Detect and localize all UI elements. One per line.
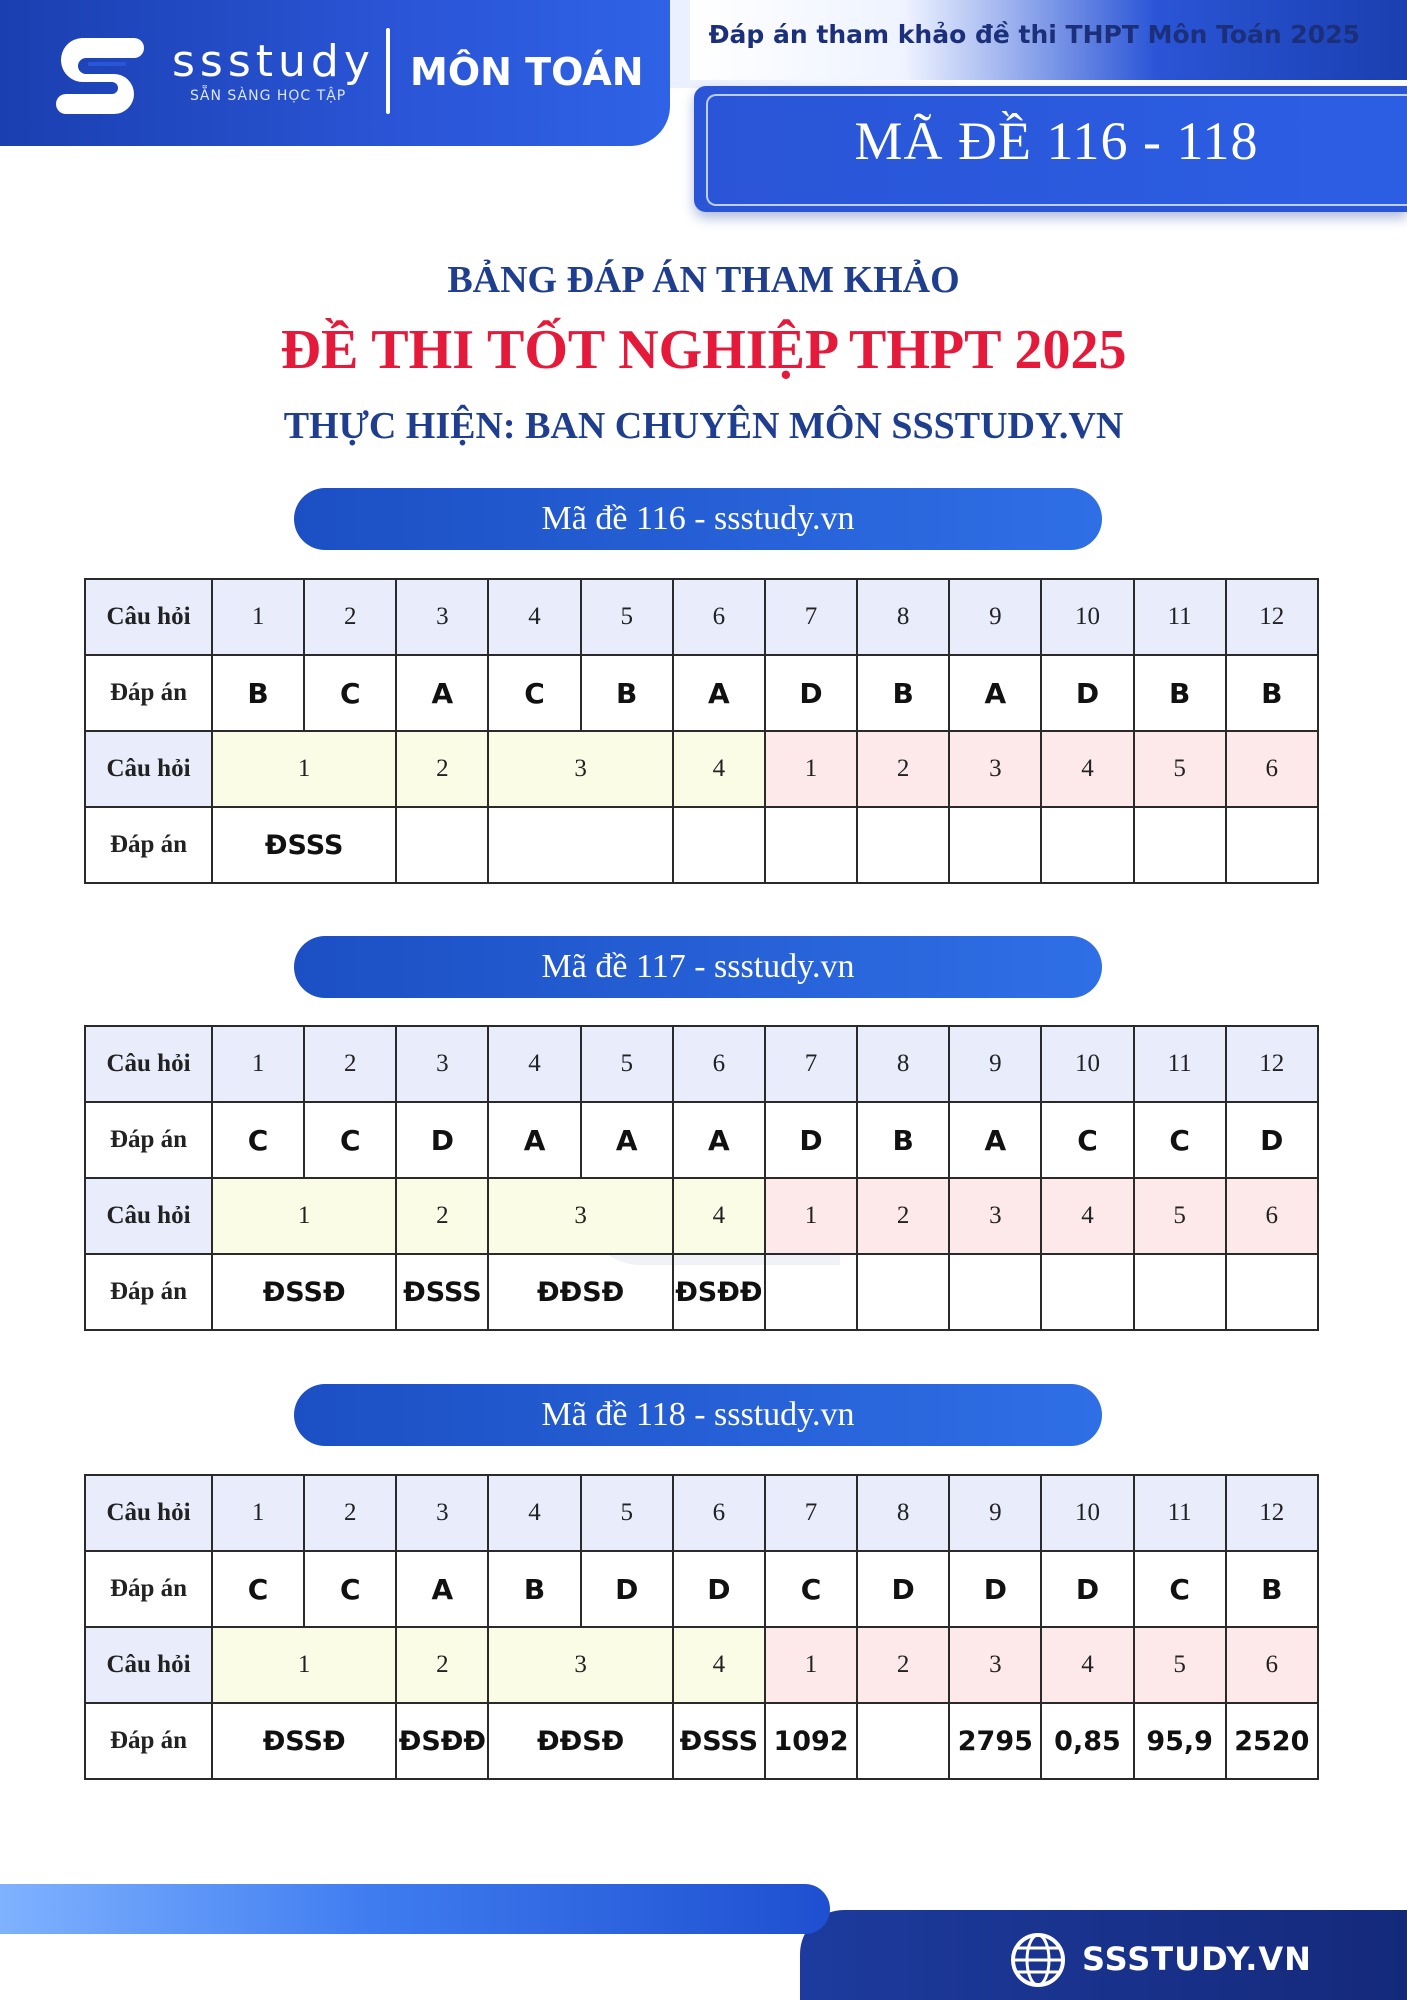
answer-cell: A xyxy=(949,1102,1041,1178)
answer-cell: C xyxy=(304,1551,396,1627)
brand-name: ssstudy xyxy=(172,36,375,87)
question-number: 3 xyxy=(396,579,488,655)
part3-question-number: 3 xyxy=(949,731,1041,807)
question-number: 8 xyxy=(857,1026,949,1102)
part2-answer-cell: ĐĐSĐ xyxy=(488,1254,672,1330)
question-number: 12 xyxy=(1226,1026,1318,1102)
part2-answer-cell: ĐSSS xyxy=(673,1703,765,1779)
part3-answer-cell: 1092 xyxy=(765,1703,857,1779)
answer-cell: B xyxy=(857,655,949,731)
part3-answer-cell xyxy=(1134,1254,1226,1330)
question-number: 5 xyxy=(581,1475,673,1551)
question-number: 8 xyxy=(857,579,949,655)
answer-cell: B xyxy=(1134,655,1226,731)
answer-cell: D xyxy=(949,1551,1041,1627)
answer-cell: C xyxy=(304,1102,396,1178)
question-number: 12 xyxy=(1226,579,1318,655)
question-number: 9 xyxy=(949,1026,1041,1102)
part3-answer-cell xyxy=(857,1254,949,1330)
question-label: Câu hỏi xyxy=(85,1178,212,1254)
answer-cell: D xyxy=(673,1551,765,1627)
answer-cell: A xyxy=(581,1102,673,1178)
question-number: 1 xyxy=(212,1026,304,1102)
question-number: 6 xyxy=(673,1026,765,1102)
part2-answer-cell: ĐSĐĐ xyxy=(396,1703,488,1779)
part3-question-number: 1 xyxy=(765,1178,857,1254)
part2-question-number: 1 xyxy=(212,1178,396,1254)
answer-cell: D xyxy=(1041,1551,1133,1627)
part3-answer-cell xyxy=(1041,1254,1133,1330)
question-number: 10 xyxy=(1041,579,1133,655)
answer-cell: B xyxy=(581,655,673,731)
answer-cell: B xyxy=(488,1551,580,1627)
answer-table xyxy=(84,1474,1319,1780)
footer-site: SSSTUDY.VN xyxy=(1082,1940,1312,1978)
question-number: 7 xyxy=(765,1026,857,1102)
part2-question-number: 3 xyxy=(488,1178,672,1254)
answer-label: Đáp án xyxy=(85,1102,212,1178)
part2-answer-cell: ĐSSĐ xyxy=(212,1254,396,1330)
question-number: 5 xyxy=(581,579,673,655)
part3-question-number: 2 xyxy=(857,1627,949,1703)
part3-question-number: 4 xyxy=(1041,731,1133,807)
answer-cell: D xyxy=(1226,1102,1318,1178)
part3-question-number: 5 xyxy=(1134,1627,1226,1703)
question-number: 4 xyxy=(488,1026,580,1102)
answer-cell: B xyxy=(1226,1551,1318,1627)
answer-table xyxy=(84,578,1319,884)
title-line-3: THỰC HIỆN: BAN CHUYÊN MÔN SSSTUDY.VN xyxy=(283,405,1124,447)
part3-question-number: 3 xyxy=(949,1178,1041,1254)
part3-answer-cell xyxy=(765,807,857,883)
part2-question-number: 2 xyxy=(396,1178,488,1254)
answer-cell: C xyxy=(212,1551,304,1627)
question-number: 11 xyxy=(1134,1026,1226,1102)
part2-answer-cell: ĐSSĐ xyxy=(212,1703,396,1779)
part3-answer-cell xyxy=(949,807,1041,883)
part2-answer-cell: ĐSSS xyxy=(212,807,396,883)
part3-question-number: 4 xyxy=(1041,1178,1133,1254)
question-row xyxy=(85,1026,1318,1102)
part3-question-number: 4 xyxy=(1041,1627,1133,1703)
question-number: 10 xyxy=(1041,1475,1133,1551)
answer-cell: A xyxy=(396,655,488,731)
part3-answer-cell: 2795 xyxy=(949,1703,1041,1779)
question-number: 2 xyxy=(304,1475,396,1551)
title-line-1: BẢNG ĐÁP ÁN THAM KHẢO xyxy=(447,259,960,301)
answer-cell: D xyxy=(581,1551,673,1627)
question-row xyxy=(85,1627,1318,1703)
answer-table xyxy=(84,1025,1319,1331)
answer-cell: A xyxy=(949,655,1041,731)
part3-question-number: 2 xyxy=(857,1178,949,1254)
brand-tagline: SẴN SÀNG HỌC TẬP xyxy=(190,88,347,104)
question-number: 10 xyxy=(1041,1026,1133,1102)
question-number: 6 xyxy=(673,1475,765,1551)
part3-question-number: 2 xyxy=(857,731,949,807)
part2-question-number: 4 xyxy=(673,1178,765,1254)
answer-row xyxy=(85,1551,1318,1627)
question-number: 3 xyxy=(396,1475,488,1551)
answer-cell: D xyxy=(765,1102,857,1178)
question-number: 4 xyxy=(488,1475,580,1551)
question-row xyxy=(85,731,1318,807)
question-number: 11 xyxy=(1134,579,1226,655)
part3-answer-cell: 95,9 xyxy=(1134,1703,1226,1779)
question-number: 5 xyxy=(581,1026,673,1102)
part2-answer-cell: ĐSSS xyxy=(396,1254,488,1330)
part3-answer-cell xyxy=(857,807,949,883)
answer-cell: C xyxy=(488,655,580,731)
part2-answer-cell: ĐĐSĐ xyxy=(488,1703,672,1779)
answer-cell: D xyxy=(396,1102,488,1178)
answer-cell: A xyxy=(396,1551,488,1627)
exam-code-text: MÃ ĐỀ 116 - 118 xyxy=(854,111,1259,171)
answer-cell: D xyxy=(857,1551,949,1627)
question-label: Câu hỏi xyxy=(85,1475,212,1551)
question-number: 7 xyxy=(765,579,857,655)
answer-cell: C xyxy=(304,655,396,731)
answer-row xyxy=(85,1254,1318,1330)
question-number: 2 xyxy=(304,579,396,655)
question-row xyxy=(85,1178,1318,1254)
question-number: 9 xyxy=(949,579,1041,655)
part3-question-number: 1 xyxy=(765,731,857,807)
question-number: 1 xyxy=(212,1475,304,1551)
question-number: 2 xyxy=(304,1026,396,1102)
question-number: 9 xyxy=(949,1475,1041,1551)
question-row xyxy=(85,579,1318,655)
answer-cell: D xyxy=(765,655,857,731)
answer-cell: C xyxy=(212,1102,304,1178)
question-label: Câu hỏi xyxy=(85,731,212,807)
question-number: 3 xyxy=(396,1026,488,1102)
answer-cell: B xyxy=(212,655,304,731)
question-number: 1 xyxy=(212,579,304,655)
answer-cell: C xyxy=(1041,1102,1133,1178)
answer-row xyxy=(85,807,1318,883)
title-line-2: ĐỀ THI TỐT NGHIỆP THPT 2025 xyxy=(280,319,1127,381)
section-title-pill: Mã đề 117 - ssstudy.vn xyxy=(294,936,1102,998)
header-note: Đáp án tham khảo đề thi THPT Môn Toán 2025 xyxy=(708,20,1360,49)
section-title-pill: Mã đề 116 - ssstudy.vn xyxy=(294,488,1102,550)
footer-accent-bar xyxy=(0,1884,830,1934)
answer-label: Đáp án xyxy=(85,1551,212,1627)
part2-question-number: 1 xyxy=(212,731,396,807)
part3-question-number: 6 xyxy=(1226,1627,1318,1703)
part2-answer-cell xyxy=(396,807,488,883)
question-number: 4 xyxy=(488,579,580,655)
answer-cell: A xyxy=(673,655,765,731)
ssstudy-logo-icon xyxy=(52,32,148,116)
part3-question-number: 6 xyxy=(1226,1178,1318,1254)
answer-cell: A xyxy=(488,1102,580,1178)
part3-answer-cell: 2520 xyxy=(1226,1703,1318,1779)
answer-cell: D xyxy=(1041,655,1133,731)
part2-question-number: 3 xyxy=(488,1627,672,1703)
part3-answer-cell xyxy=(1226,1254,1318,1330)
part2-answer-cell: ĐSĐĐ xyxy=(673,1254,765,1330)
part3-question-number: 3 xyxy=(949,1627,1041,1703)
part2-answer-cell xyxy=(488,807,672,883)
part3-answer-cell xyxy=(857,1703,949,1779)
answer-row xyxy=(85,1703,1318,1779)
part3-answer-cell xyxy=(1134,807,1226,883)
answer-cell: C xyxy=(1134,1551,1226,1627)
question-row xyxy=(85,1475,1318,1551)
part3-question-number: 5 xyxy=(1134,731,1226,807)
part2-question-number: 2 xyxy=(396,1627,488,1703)
answer-label: Đáp án xyxy=(85,1254,212,1330)
question-label: Câu hỏi xyxy=(85,1627,212,1703)
part2-question-number: 4 xyxy=(673,1627,765,1703)
question-number: 7 xyxy=(765,1475,857,1551)
part3-answer-cell xyxy=(1226,807,1318,883)
answer-row xyxy=(85,1102,1318,1178)
part3-question-number: 5 xyxy=(1134,1178,1226,1254)
answer-cell: B xyxy=(857,1102,949,1178)
question-number: 12 xyxy=(1226,1475,1318,1551)
answer-cell: C xyxy=(1134,1102,1226,1178)
answer-cell: C xyxy=(765,1551,857,1627)
question-number: 6 xyxy=(673,579,765,655)
question-label: Câu hỏi xyxy=(85,579,212,655)
section-title-pill: Mã đề 118 - ssstudy.vn xyxy=(294,1384,1102,1446)
part3-question-number: 1 xyxy=(765,1627,857,1703)
globe-icon xyxy=(1010,1932,1066,1988)
part2-question-number: 1 xyxy=(212,1627,396,1703)
answer-label: Đáp án xyxy=(85,655,212,731)
part3-answer-cell: 0,85 xyxy=(1041,1703,1133,1779)
subject-title: MÔN TOÁN xyxy=(410,50,644,94)
answer-row xyxy=(85,655,1318,731)
answer-cell: A xyxy=(673,1102,765,1178)
part3-answer-cell xyxy=(1041,807,1133,883)
part2-question-number: 2 xyxy=(396,731,488,807)
question-label: Câu hỏi xyxy=(85,1026,212,1102)
part3-answer-cell xyxy=(765,1254,857,1330)
part2-question-number: 3 xyxy=(488,731,672,807)
part3-answer-cell xyxy=(949,1254,1041,1330)
answer-label: Đáp án xyxy=(85,1703,212,1779)
part2-answer-cell xyxy=(673,807,765,883)
header-divider xyxy=(386,28,390,114)
question-number: 8 xyxy=(857,1475,949,1551)
answer-label: Đáp án xyxy=(85,807,212,883)
answer-cell: B xyxy=(1226,655,1318,731)
part3-question-number: 6 xyxy=(1226,731,1318,807)
question-number: 11 xyxy=(1134,1475,1226,1551)
part2-question-number: 4 xyxy=(673,731,765,807)
